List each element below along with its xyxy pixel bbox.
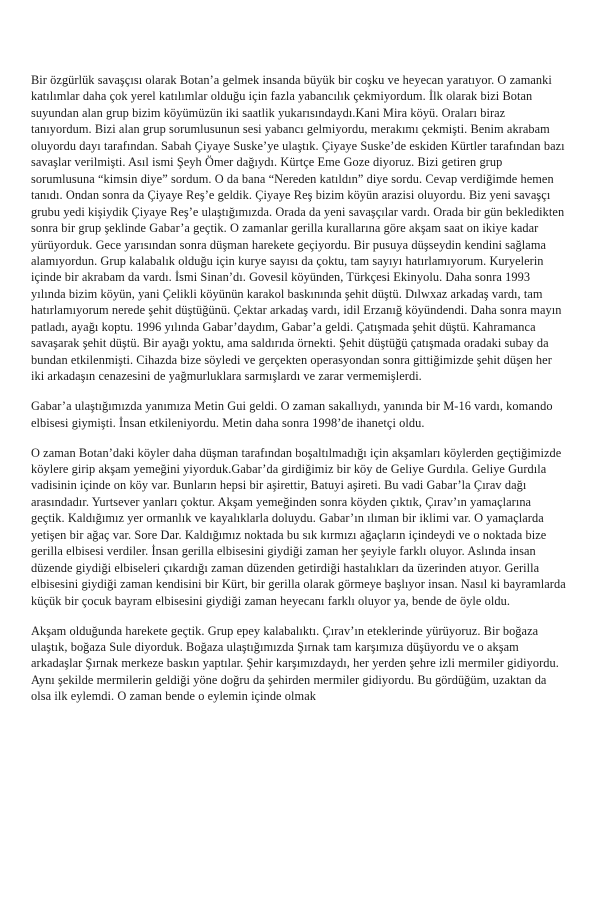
document-text-body: [31, 72, 566, 705]
paragraph-1: Bir özgürlük savaşçısı olarak Botan’a gelmek insanda büyük bir coşku ve heyecan yaratıyor. O zamanki katılımlar daha çok yerel katılımlar olduğu için fazla yabancılık çekmiyordum. İlk olarak bizi Botan suyundan alan grup bizim köyümüzün iki saatlik yukarısındaydı.Kani Mira köyü. Oraları biraz tanıyordum. Bizi alan grup sorumlusunun sesi yabancı gelmiyordu, merakımı çekmişti. Benim akrabam oluyordu dayı tarafından. Sabah Çiyaye Suske’ye ulaştık. Çiyaye Suske’de eskiden Kürtler tarafından bazı savaşlar verilmişti. Asıl ismi Şeyh Ömer dağıydı. Kürtçe Eme Goze diyoruz. Bizi getiren grup sorumlusuna “kimsin diye” sordum. O da bana “Nereden katıldın” diye sordu. Cevap verdiğimde hemen tanıdı. Ondan sonra da Çiyaye Reş’e geldik. Çiyaye Reş bizim köyün arazisi oluyordu. Biz yeni savaşçı grubu yedi kişiydik Çiyaye Reş’e ulaştığımızda. Orada da yeni savaşçılar vardı. Orada bir gün bekledikten sonra bir grup şeklinde Gabar’a geçtik. O zamanlar gerilla kurallarına göre akşam saat on ikiye kadar yürüyorduk. Gece yarısından sonra düşman harekete geçiyordu. Bir pusuya düşseydin kendini sağlama alamıyordun. Grup kalabalık olduğu için kurye sayısı da çoktu, tam sayıyı hatırlamıyorum. Kuryelerin içinde bir akrabam da vardı. İsmi Sinan’dı. Govesil köyünden, Türkçesi Ekinyolu. Daha sonra 1993 yılında bizim köyün, yani Çelikli köyünün karakol baskınında şehit düştü. Dılwxaz arkadaş vardı, tam hatırlamıyorum nerede şehit düştüğünü. Çektar arkadaş vardı, idil Erzanığ köyündendi. Daha sonra mayın patladı, ayağı koptu. 1996 yılında Gabar’daydım, Gabar’a geldi. Çatışmada şehit düştü. Kahramanca savaşarak şehit düştü. Bir ayağı yoktu, ama saldırıda örnekti. Şehit düştüğü çatışmada oradaki subay da bundan etkilenmişti. Cihazda bize söyledi ve gerçekten operasyondan sonra gittiğimizde şehit düşen her iki arkadaşın cenazesini de yağmurluklara sarmışlardı ve zarar vermemişlerdi.: [31, 73, 565, 384]
paragraph-4: Akşam olduğunda harekete geçtik. Grup epey kalabalıktı. Çırav’ın eteklerinde yürüyoruz. Bir boğaza ulaştık, boğaza Sule diyorduk. Boğaza ulaştığımızda Şırnak tam karşımıza düşüyordu ve o akşam arkadaşlar Şırnak merkeze baskın yaptılar. Şehir karşımızdaydı, her yerden şehre izli mermiler gidiyordu. Aynı şekilde mermilerin geldiği yöne doğru da şehirden mermiler gidiyordu. Bu gördüğüm, uzaktan da olsa ilk eylemdi. O zaman bende o eylemin içinde olmak: [31, 623, 559, 704]
paragraph-2: Gabar’a ulaştığımızda yanımıza Metin Gui geldi. O zaman sakallıydı, yanında bir M-16 vardı, komando elbisesi giymişti. İnsan etkileniyordu. Metin daha sonra 1998’de ihanetçi oldu.: [31, 399, 553, 430]
paragraph-3: O zaman Botan’daki köyler daha düşman tarafından boşaltılmadığı için akşamları köylerden geçtiğimizde köylere girip akşam yemeğini yiyorduk.Gabar’da girdiğimiz bir köy de Geliye Gurdıla. Geliye Gurdıla vadisinin içinde on köy var. Bunların hepsi bir aşirettir, Batuyi aşireti. Bu vadi Gabar’la Çırav dağı arasındadır. Yurtsever yanları çoktur. Akşam yemeğinden sonra köyden çıktık, Çırav’ın yamaçlarına geçtik. Kaldığımız yer ormanlık ve kayalıklarla doluydu. Gabar’ın ılıman bir iklimi var. O yamaçlarda yetişen bir ağaç var. Sore Dar. Kaldığımız noktada bu sık kırmızı ağaçların içindeydi ve o noktada bize gerilla elbisesi verdiler. İnsan gerilla elbisesini giydiği zaman her şeyiyle farklı oluyor. Aslında insan düzende giydiği elbiseleri çıkardığı zaman düzenden getirdiği hastalıkları da üzerinden atıyor. Gerilla elbisesini giydiği zaman kendisini bir Kürt, bir gerilla olarak görmeye başlıyor insan. Nasıl ki bayramlarda küçük bir çocuk bayram elbisesini giydiği zaman heyecanı farklı oluyor ya, bende de öyle oldu.: [31, 445, 566, 608]
